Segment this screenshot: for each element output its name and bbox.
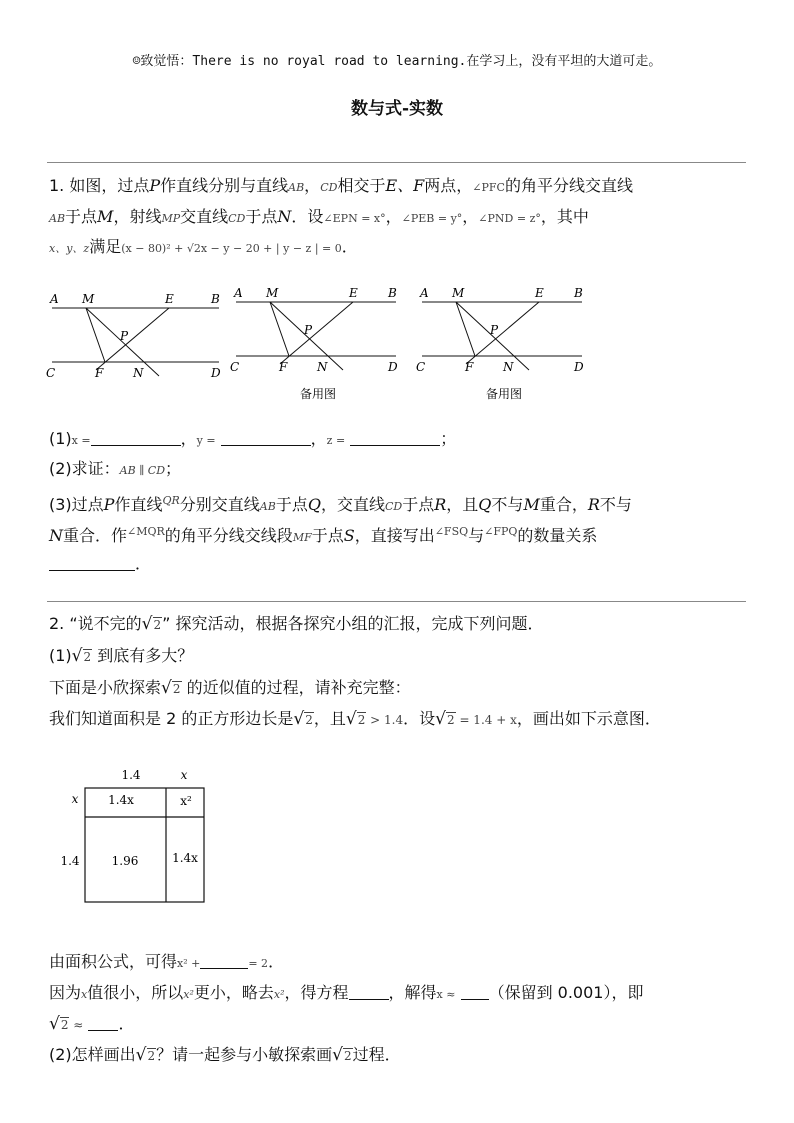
answer-blank-x[interactable] xyxy=(91,429,181,446)
label-F: F xyxy=(465,360,474,374)
answer-blank-area[interactable] xyxy=(200,952,248,969)
figure-2 xyxy=(230,286,398,401)
figure-caption: 备用图 xyxy=(486,387,523,401)
answer-blank-equation[interactable] xyxy=(349,983,389,1000)
label-C: C xyxy=(46,366,56,380)
divider-2 xyxy=(47,601,746,602)
q2-line-3: 下面是小欣探索√2 的近似值的过程，请补充完整： xyxy=(49,678,411,698)
answer-blank-sqrt2[interactable] xyxy=(88,1014,118,1031)
q1-figures xyxy=(44,276,604,406)
q1-line-2: AB于点M，射线MP交直线CD于点N．设∠EPN = x°，∠PEB = y°，∠PND = z°，其中 xyxy=(49,207,589,226)
label-P: P xyxy=(120,329,129,343)
label-D: D xyxy=(211,366,221,380)
label-E: E xyxy=(535,286,544,300)
answer-blank-z[interactable] xyxy=(350,429,440,446)
q2-line-2: (1)√2 到底有多大？ xyxy=(49,646,194,666)
label-top-1-4: 1.4 xyxy=(121,768,141,782)
q2-line-4: 我们知道面积是 2 的正方形边长是√2，且√2 > 1.4．设√2 = 1.4 + x，画出如下示意图． xyxy=(49,709,661,729)
answer-blank-x-approx[interactable] xyxy=(461,983,489,1000)
q2-line-8: (2)怎样画出√2？请一起参与小敏探索画√2过程． xyxy=(49,1045,401,1065)
label-F: F xyxy=(95,366,104,380)
q1-line-1: 1. 如图，过点P作直线分别与直线AB，CD相交于E、F两点，∠PFC的角平分线交直线 xyxy=(49,176,633,195)
motto: ☺致觉悟：There is no royal road to learning.在学习上，没有平坦的大道可走。 xyxy=(132,54,662,69)
q2-line-7: √2 ≈ ． xyxy=(49,1014,135,1034)
q2-line-5: 由面积公式，可得x² + = 2． xyxy=(49,952,285,971)
page-title: 数与式-实数 xyxy=(350,99,444,119)
label-top-x: x xyxy=(180,768,188,782)
figure-1 xyxy=(46,292,221,380)
q1-part-3-answer: ． xyxy=(49,553,151,575)
label-M: M xyxy=(266,286,279,300)
label-C: C xyxy=(230,360,240,374)
label-A: A xyxy=(234,286,243,300)
label-P: P xyxy=(490,323,499,337)
q2-line-6: 因为x值很小，所以x²更小，略去x²，得方程 ，解得x ≈ （保留到 0.001），即 xyxy=(49,983,644,1002)
label-D: D xyxy=(388,360,398,374)
label-B: B xyxy=(388,286,397,300)
answer-blank-y[interactable] xyxy=(221,429,311,446)
q1-part-2: (2)求证：AB ∥ CD； xyxy=(49,459,182,478)
label-C: C xyxy=(416,360,426,374)
label-M: M xyxy=(82,292,95,306)
label-N: N xyxy=(317,360,328,374)
label-M: M xyxy=(452,286,465,300)
label-N: N xyxy=(503,360,514,374)
label-B: B xyxy=(574,286,583,300)
q1-line-3: x、y、z满足(x − 80)² + √2x − y − 20 + | y − z | = 0． xyxy=(49,237,358,256)
q1-part-3: (3)过点P作直线$^{QR}$分别交直线AB于点Q，交直线CD于点R，且Q不与M重合，R不与 xyxy=(49,494,632,514)
label-E: E xyxy=(165,292,174,306)
label-F: F xyxy=(279,360,288,374)
area-diagram xyxy=(55,762,215,907)
cell-x-squared: x² xyxy=(180,794,192,808)
label-left-1-4: 1.4 xyxy=(60,854,80,868)
q1-part-3-cont: N重合．作$^{\angle MQR}$的角平分线交线段MF于点S，直接写出$^{\angle FSQ}$与$^{\angle FPQ}$的数量关系 xyxy=(49,525,598,545)
label-N: N xyxy=(133,366,144,380)
label-P: P xyxy=(304,323,313,337)
label-left-x: x xyxy=(71,792,79,806)
cell-1-4x-right: 1.4x xyxy=(172,851,198,865)
label-A: A xyxy=(50,292,59,306)
label-B: B xyxy=(211,292,220,306)
cell-1-4x-top: 1.4x xyxy=(108,793,134,807)
divider-1 xyxy=(47,162,746,163)
figure-3 xyxy=(416,286,584,401)
figure-caption: 备用图 xyxy=(300,387,337,401)
cell-1-96: 1.96 xyxy=(111,854,139,868)
label-D: D xyxy=(574,360,584,374)
label-A: A xyxy=(420,286,429,300)
answer-blank-relation[interactable] xyxy=(49,554,135,571)
q1-part-1: (1)x = ，y = ，z = ； xyxy=(49,429,457,448)
label-E: E xyxy=(349,286,358,300)
q2-line-1: 2. “说不完的√2” 探究活动，根据各探究小组的汇报，完成下列问题． xyxy=(49,614,544,634)
